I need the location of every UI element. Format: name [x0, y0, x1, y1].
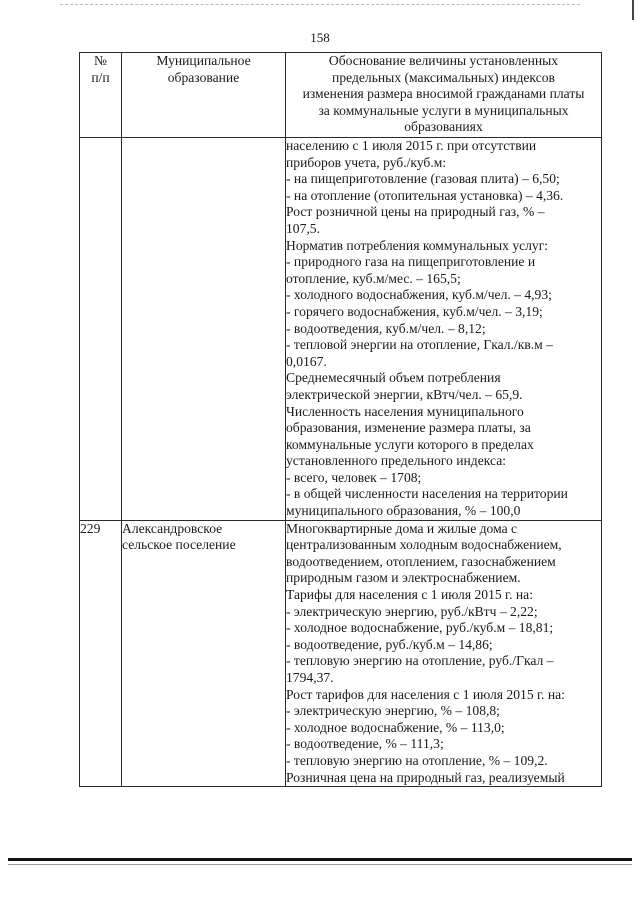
basis-text-line: - холодное водоснабжение, руб./куб.м – 18,81;: [286, 620, 554, 636]
basis-text-line: - водоотведения, куб.м/чел. – 8,12;: [286, 320, 486, 336]
municipal-index-table: [79, 52, 602, 787]
row-number-cell: [80, 138, 122, 521]
basis-text-line: населению с 1 июля 2015 г. при отсутствии: [286, 138, 537, 153]
basis-text-line: - всего, человек – 1708;: [286, 469, 422, 485]
basis-text-line: 107,5.: [286, 220, 320, 236]
basis-text-line: Среднемесячный объем потребления: [286, 370, 501, 386]
basis-text-line: - тепловой энергии на отопление, Гкал./кв.м –: [286, 337, 553, 353]
basis-text-line: Численность населения муниципального: [286, 403, 524, 419]
basis-text-line: - водоотведение, % – 111,3;: [286, 736, 444, 752]
municipality-cell: [122, 520, 286, 787]
basis-text-line: - в общей численности населения на территории: [286, 486, 568, 502]
basis-text-line: Многоквартирные дома и жилые дома с: [286, 520, 518, 536]
basis-text-line: - холодного водоснабжения, куб.м/чел. – 4,93;: [286, 287, 552, 303]
page-number: 158: [310, 30, 330, 45]
basis-text-line: образования, изменение размера платы, за: [286, 420, 531, 436]
page-bottom-rule-thin: [8, 864, 632, 865]
table-row: [80, 138, 602, 521]
municipality-name: Александровское сельское поселение: [122, 520, 236, 553]
basis-cell: [286, 520, 602, 787]
basis-text-line: 0,0167.: [286, 353, 327, 369]
row-number: 229: [80, 520, 101, 536]
basis-text-line: - на пищеприготовление (газовая плита) – 6,50;: [286, 171, 560, 187]
basis-text-line: приборов учета, руб./куб.м:: [286, 154, 447, 170]
basis-text-line: - холодное водоснабжение, % – 113,0;: [286, 719, 505, 735]
basis-text-line: муниципального образования, % – 100,0: [286, 503, 521, 519]
basis-text-line: Розничная цена на природный газ, реализуемый: [286, 769, 565, 785]
basis-text-line: отопление, куб.м/мес. – 165,5;: [286, 270, 461, 286]
basis-text-line: водоотведением, отоплением, газоснабжением: [286, 553, 556, 569]
header-municipality: Муниципальное образование: [122, 53, 286, 138]
basis-text-line: установленного предельного индекса:: [286, 453, 507, 469]
basis-text-line: 1794,37.: [286, 670, 334, 685]
basis-cell: [286, 138, 602, 521]
basis-text-line: - тепловую энергию на отопление, % – 109,2.: [286, 752, 548, 768]
basis-text-line: электрической энергии, кВтч/чел. – 65,9.: [286, 386, 523, 402]
table-row: [80, 520, 602, 787]
basis-text-line: Рост тарифов для населения с 1 июля 2015 г. на:: [286, 686, 565, 702]
basis-text-line: - водоотведение, руб./куб.м – 14,86;: [286, 636, 493, 652]
basis-text-line: Норматив потребления коммунальных услуг:: [286, 237, 549, 253]
page-bottom-rule: [8, 858, 632, 861]
basis-text-line: централизованным холодным водоснабжением,: [286, 537, 562, 553]
basis-text-line: Рост розничной цены на природный газ, % –: [286, 204, 545, 220]
basis-text-line: Тарифы для населения с 1 июля 2015 г. на:: [286, 587, 533, 603]
row-number-cell: [80, 520, 122, 787]
basis-text-line: - тепловую энергию на отопление, руб./Гкал –: [286, 653, 554, 669]
table-header-row: [80, 53, 602, 138]
scan-edge-top: [60, 4, 580, 6]
basis-text-line: - горячего водоснабжения, куб.м/чел. – 3,19;: [286, 303, 543, 319]
basis-text-line: природным газом и электроснабжением.: [286, 570, 521, 586]
basis-text-line: коммунальные услуги которого в пределах: [286, 436, 534, 452]
header-basis: Обоснование величины установленных предельных (максимальных) индексов изменения размера вносимой гражданами платы за коммунальные услуги в муниципальных образованиях: [286, 53, 602, 138]
basis-text-line: - природного газа на пищеприготовление и: [286, 254, 536, 270]
basis-text-line: - на отопление (отопительная установка) – 4,36.: [286, 187, 564, 203]
municipality-cell: [122, 138, 286, 521]
header-number: № п/п: [80, 53, 122, 138]
scan-edge-right: [632, 0, 634, 20]
basis-text-line: - электрическую энергию, % – 108,8;: [286, 703, 500, 719]
basis-text-line: - электрическую энергию, руб./кВтч – 2,22;: [286, 603, 538, 619]
